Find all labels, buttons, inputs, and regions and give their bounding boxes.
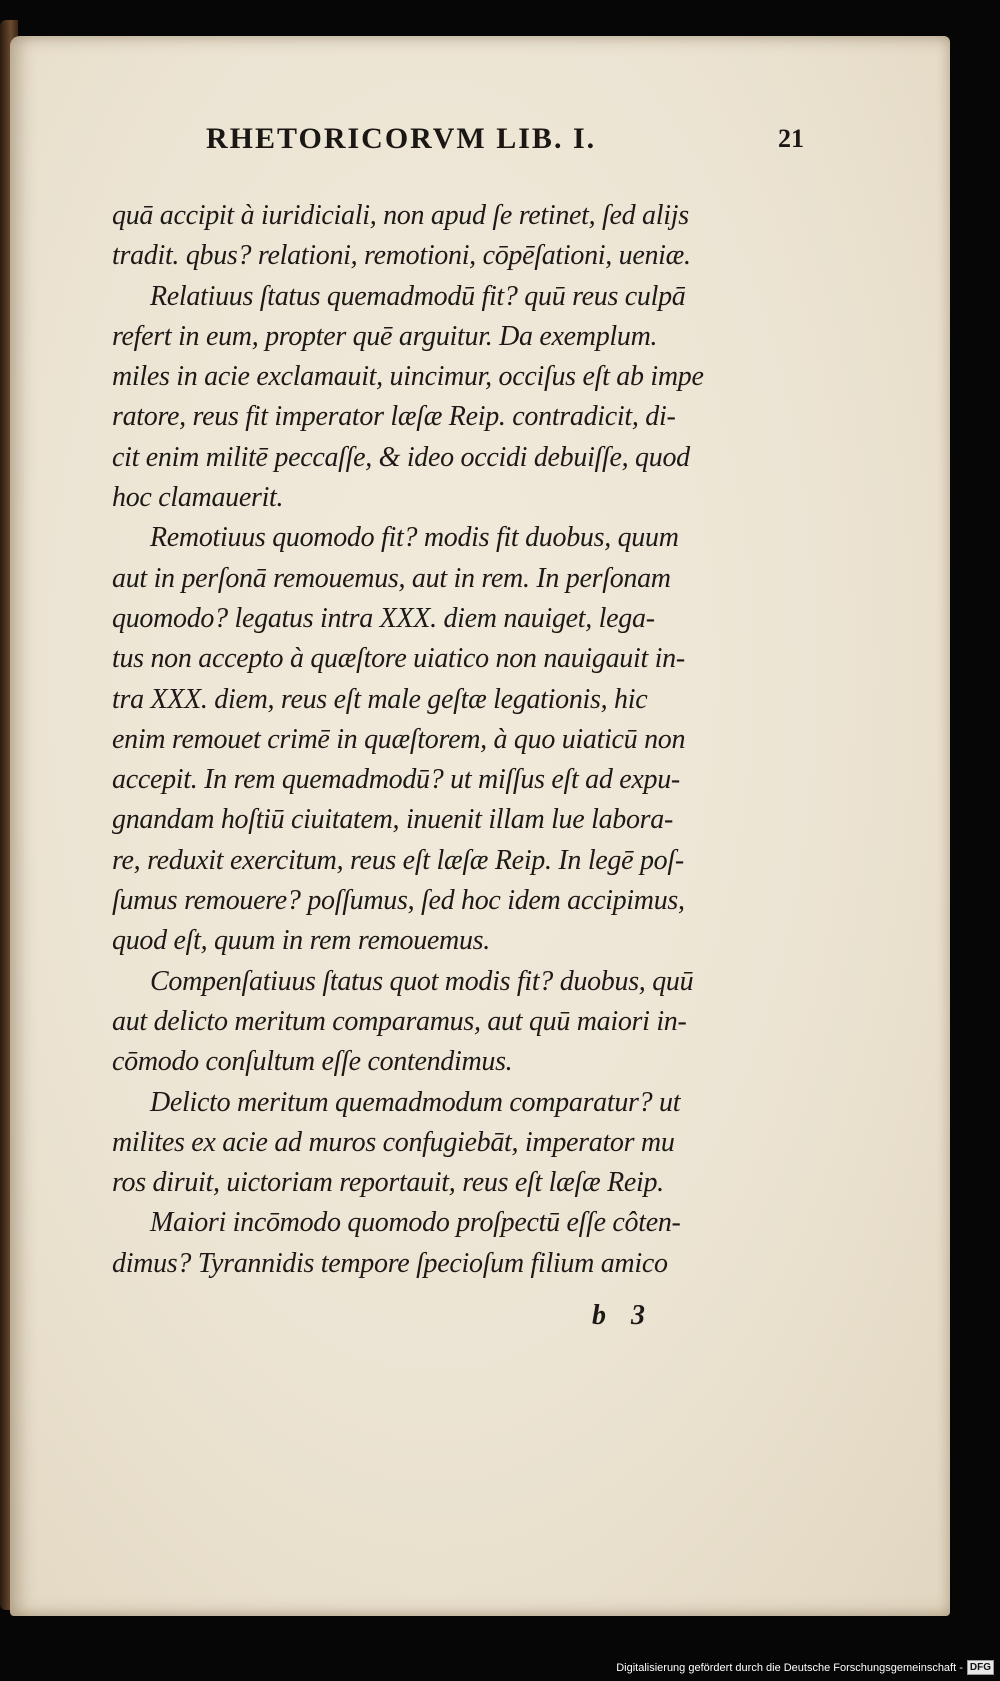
text-line: dimus? Tyrannidis tempore ſpecioſum filium amico — [112, 1247, 668, 1279]
text-line: miles in acie exclamauit, uincimur, occiſus eſt ab impe — [112, 361, 704, 393]
text-line: hoc clamauerit. — [112, 482, 284, 514]
text-line: cōmodo conſultum eſſe contendimus. — [112, 1046, 513, 1078]
book-page — [10, 36, 950, 1616]
text-line: enim remouet crimē in quæſtorem, à quo uiaticū non — [112, 723, 686, 755]
running-title: RHETORICORVM LIB. I. — [206, 122, 597, 155]
text-line: Relatiuus ſtatus quemadmodū fit? quū reus culpā — [150, 280, 686, 312]
text-line: re, reduxit exercitum, reus eſt læſæ Reip. In legē poſ- — [112, 844, 684, 876]
text-line: aut delicto meritum comparamus, aut quū maiori in- — [112, 1005, 687, 1037]
dfg-logo-icon: DFG — [967, 1660, 994, 1675]
text-line: Remotiuus quomodo fit? modis fit duobus, quum — [150, 522, 679, 554]
folio-number: 21 — [778, 124, 804, 153]
text-line: milites ex acie ad muros confugiebāt, imperator mu — [112, 1126, 675, 1158]
text-line: refert in eum, propter quē arguitur. Da exemplum. — [112, 320, 658, 352]
text-line: Compenſatiuus ſtatus quot modis fit? duobus, quū — [150, 965, 694, 997]
text-line: cit enim militē peccaſſe, & ideo occidi debuiſſe, quod — [112, 441, 690, 473]
text-line: accepit. In rem quemadmodū? ut miſſus eſt ad expu- — [112, 764, 680, 796]
text-line: tus non accepto à quæſtore uiatico non nauigauit in- — [112, 643, 685, 675]
body-text — [112, 196, 772, 1284]
text-line: gnandam hoſtiū ciuitatem, inuenit illam lue labora- — [112, 804, 673, 836]
text-line: Delicto meritum quemadmodum comparatur? ut — [150, 1086, 681, 1118]
text-line: tradit. qbus? relationi, remotioni, cōpēſationi, ueniæ. — [112, 240, 691, 272]
text-line: Maiori incōmodo quomodo proſpectū eſſe côten- — [150, 1207, 681, 1239]
text-line: ros diruit, uictoriam reportauit, reus eſt læſæ Reip. — [112, 1167, 664, 1199]
page-header — [10, 122, 950, 162]
text-line: aut in perſonā remouemus, aut in rem. In perſonam — [112, 562, 671, 594]
digitization-footer — [616, 1660, 994, 1675]
signature-mark: b 3 — [592, 1300, 645, 1331]
text-line: tra XXX. diem, reus eſt male geſtæ legationis, hic — [112, 683, 648, 715]
text-line: quod eſt, quum in rem remouemus. — [112, 925, 490, 957]
text-line: quomodo? legatus intra XXX. diem nauiget, lega- — [112, 602, 655, 634]
text-line: ſumus remouere? poſſumus, ſed hoc idem accipimus, — [112, 885, 685, 917]
footer-credit-text: Digitalisierung gefördert durch die Deutsche Forschungsgemeinschaft - — [616, 1661, 963, 1674]
text-line: quā accipit à iuridiciali, non apud ſe retinet, ſed aliјs — [112, 200, 689, 231]
text-line: ratore, reus fit imperator læſæ Reip. contradicit, di- — [112, 401, 676, 433]
